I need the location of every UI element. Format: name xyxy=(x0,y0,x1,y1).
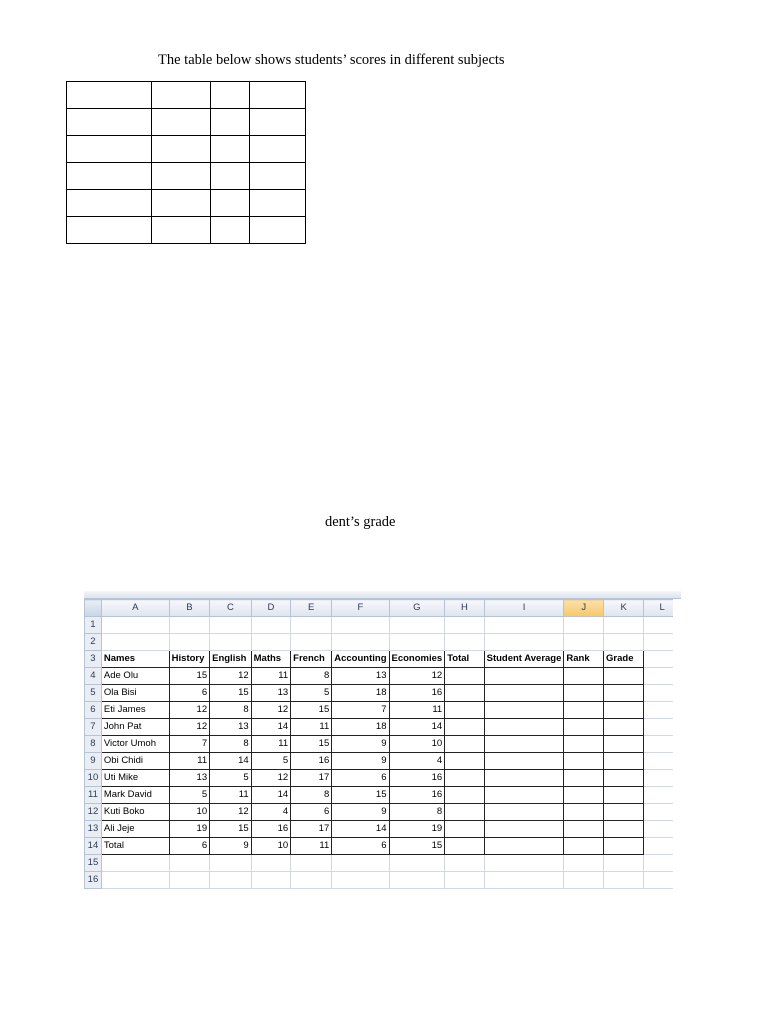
score-cell[interactable]: 8 xyxy=(210,702,252,719)
score-cell[interactable]: 9 xyxy=(332,804,389,821)
student-name-cell[interactable]: Uti Mike xyxy=(101,770,169,787)
score-cell[interactable]: 15 xyxy=(332,787,389,804)
score-cell[interactable]: 6 xyxy=(332,838,389,855)
row-header[interactable]: 1 xyxy=(85,617,102,634)
score-cell[interactable]: 13 xyxy=(251,685,291,702)
cell[interactable] xyxy=(564,872,604,889)
empty-cell[interactable] xyxy=(484,685,564,702)
cell[interactable] xyxy=(332,872,389,889)
empty-cell[interactable] xyxy=(604,685,644,702)
header-cell[interactable]: History xyxy=(169,651,209,668)
score-cell[interactable]: 16 xyxy=(389,770,445,787)
sheet-row xyxy=(85,804,681,821)
sheet-row xyxy=(85,651,681,668)
score-cell[interactable]: 13 xyxy=(210,719,252,736)
empty-cell[interactable] xyxy=(484,838,564,855)
cell[interactable] xyxy=(332,617,389,634)
row-header[interactable]: 12 xyxy=(85,804,102,821)
empty-cell[interactable] xyxy=(604,787,644,804)
header-cell[interactable]: Accounting xyxy=(332,651,389,668)
row-header[interactable]: 16 xyxy=(85,872,102,889)
score-cell[interactable]: 9 xyxy=(332,753,389,770)
score-cell[interactable]: 16 xyxy=(389,685,445,702)
empty-cell[interactable] xyxy=(564,838,604,855)
score-cell[interactable]: 14 xyxy=(389,719,445,736)
empty-cell[interactable] xyxy=(564,719,604,736)
score-cell[interactable]: 4 xyxy=(389,753,445,770)
cell[interactable] xyxy=(101,855,169,872)
cell[interactable] xyxy=(604,855,644,872)
row-header[interactable]: 6 xyxy=(85,702,102,719)
spreadsheet-screenshot xyxy=(84,591,681,890)
student-name-cell[interactable]: Obi Chidi xyxy=(101,753,169,770)
score-cell[interactable]: 11 xyxy=(251,668,291,685)
ribbon-edge xyxy=(84,591,681,599)
cell[interactable] xyxy=(251,872,291,889)
header-cell[interactable]: Total xyxy=(445,651,484,668)
cell[interactable] xyxy=(389,617,445,634)
empty-cell[interactable] xyxy=(445,736,484,753)
empty-cell[interactable] xyxy=(564,702,604,719)
cell[interactable] xyxy=(389,872,445,889)
empty-cell[interactable] xyxy=(604,668,644,685)
student-name-cell[interactable]: Ola Bisi xyxy=(101,685,169,702)
column-header-c[interactable]: C xyxy=(210,600,252,617)
sheet-row xyxy=(85,872,681,889)
header-cell[interactable]: Student Average xyxy=(484,651,564,668)
row-header[interactable]: 14 xyxy=(85,838,102,855)
row-header[interactable]: 13 xyxy=(85,821,102,838)
row-header[interactable]: 15 xyxy=(85,855,102,872)
cell[interactable] xyxy=(332,634,389,651)
score-cell[interactable]: 15 xyxy=(169,668,209,685)
empty-cell[interactable] xyxy=(484,821,564,838)
score-cell[interactable]: 17 xyxy=(291,821,332,838)
score-cell[interactable]: 13 xyxy=(169,770,209,787)
score-cell[interactable]: 6 xyxy=(169,838,209,855)
column-header-f[interactable]: F xyxy=(332,600,389,617)
column-header-g[interactable]: G xyxy=(389,600,445,617)
cell[interactable] xyxy=(291,872,332,889)
score-cell[interactable]: 16 xyxy=(291,753,332,770)
cell[interactable] xyxy=(484,634,564,651)
empty-cell[interactable] xyxy=(484,719,564,736)
score-cell[interactable]: 7 xyxy=(169,736,209,753)
score-cell[interactable]: 18 xyxy=(332,685,389,702)
header-cell[interactable]: Rank xyxy=(564,651,604,668)
cell[interactable] xyxy=(169,872,209,889)
score-cell[interactable]: 10 xyxy=(169,804,209,821)
cell[interactable] xyxy=(484,872,564,889)
student-name-cell[interactable]: Kuti Boko xyxy=(101,804,169,821)
score-cell[interactable]: 12 xyxy=(389,668,445,685)
empty-cell[interactable] xyxy=(604,719,644,736)
sheet-row xyxy=(85,753,681,770)
select-all-corner[interactable] xyxy=(85,600,102,617)
score-cell[interactable]: 12 xyxy=(251,770,291,787)
cell[interactable] xyxy=(291,617,332,634)
empty-cell[interactable] xyxy=(564,685,604,702)
cell[interactable] xyxy=(210,634,252,651)
cell[interactable] xyxy=(210,872,252,889)
score-cell[interactable]: 18 xyxy=(332,719,389,736)
row-header[interactable]: 9 xyxy=(85,753,102,770)
score-cell[interactable]: 12 xyxy=(210,804,252,821)
cell[interactable] xyxy=(604,634,644,651)
student-name-cell[interactable]: Ade Olu xyxy=(101,668,169,685)
cell[interactable] xyxy=(564,855,604,872)
empty-cell[interactable] xyxy=(484,736,564,753)
score-cell[interactable]: 15 xyxy=(210,685,252,702)
sheet-row xyxy=(85,838,681,855)
column-header-i[interactable]: I xyxy=(484,600,564,617)
cell[interactable] xyxy=(445,872,484,889)
score-cell[interactable]: 4 xyxy=(251,804,291,821)
student-name-cell[interactable]: Eti James xyxy=(101,702,169,719)
cell[interactable] xyxy=(251,617,291,634)
row-header[interactable]: 8 xyxy=(85,736,102,753)
score-cell[interactable]: 14 xyxy=(251,719,291,736)
sheet-row xyxy=(85,770,681,787)
sheet-row xyxy=(85,821,681,838)
cell[interactable] xyxy=(564,634,604,651)
score-cell[interactable]: 8 xyxy=(291,787,332,804)
cell[interactable] xyxy=(169,855,209,872)
score-cell[interactable]: 9 xyxy=(332,736,389,753)
score-cell[interactable]: 15 xyxy=(389,838,445,855)
student-name-cell[interactable]: John Pat xyxy=(101,719,169,736)
score-cell[interactable]: 12 xyxy=(169,719,209,736)
header-cell[interactable]: English xyxy=(210,651,252,668)
sheet-edge xyxy=(673,599,681,890)
cell[interactable] xyxy=(484,855,564,872)
score-cell[interactable]: 14 xyxy=(210,753,252,770)
empty-cell[interactable] xyxy=(484,753,564,770)
empty-cell[interactable] xyxy=(445,753,484,770)
empty-cell[interactable] xyxy=(564,736,604,753)
score-cell[interactable]: 11 xyxy=(389,702,445,719)
score-cell[interactable]: 10 xyxy=(251,838,291,855)
score-cell[interactable]: 5 xyxy=(291,685,332,702)
empty-cell[interactable] xyxy=(604,821,644,838)
empty-table xyxy=(66,81,306,244)
score-cell[interactable]: 11 xyxy=(210,787,252,804)
empty-cell[interactable] xyxy=(564,787,604,804)
cell[interactable] xyxy=(484,617,564,634)
empty-cell[interactable] xyxy=(445,685,484,702)
cell[interactable] xyxy=(101,617,169,634)
score-cell[interactable]: 19 xyxy=(169,821,209,838)
sheet-row xyxy=(85,668,681,685)
cell[interactable] xyxy=(169,634,209,651)
cell[interactable] xyxy=(445,855,484,872)
score-cell[interactable]: 16 xyxy=(251,821,291,838)
score-cell[interactable]: 6 xyxy=(332,770,389,787)
cell[interactable] xyxy=(251,855,291,872)
empty-cell[interactable] xyxy=(564,770,604,787)
score-cell[interactable]: 13 xyxy=(332,668,389,685)
score-cell[interactable]: 9 xyxy=(210,838,252,855)
header-cell[interactable]: Grade xyxy=(604,651,644,668)
empty-cell[interactable] xyxy=(484,702,564,719)
score-cell[interactable]: 8 xyxy=(210,736,252,753)
cell[interactable] xyxy=(101,634,169,651)
cell[interactable] xyxy=(210,855,252,872)
score-cell[interactable]: 8 xyxy=(389,804,445,821)
sheet-row xyxy=(85,702,681,719)
score-cell[interactable]: 12 xyxy=(251,702,291,719)
row-header[interactable]: 10 xyxy=(85,770,102,787)
score-cell[interactable]: 5 xyxy=(251,753,291,770)
student-name-cell[interactable]: Victor Umoh xyxy=(101,736,169,753)
column-header-h[interactable]: H xyxy=(445,600,484,617)
empty-cell[interactable] xyxy=(445,719,484,736)
empty-cell[interactable] xyxy=(445,787,484,804)
cell[interactable] xyxy=(564,617,604,634)
row-header[interactable]: 3 xyxy=(85,651,102,668)
cell[interactable] xyxy=(332,855,389,872)
empty-cell[interactable] xyxy=(445,702,484,719)
sheet-row xyxy=(85,617,681,634)
row-header[interactable]: 11 xyxy=(85,787,102,804)
score-cell[interactable]: 5 xyxy=(169,787,209,804)
score-cell[interactable]: 10 xyxy=(389,736,445,753)
header-cell[interactable]: Economies xyxy=(389,651,445,668)
empty-cell[interactable] xyxy=(564,804,604,821)
cell[interactable] xyxy=(210,617,252,634)
score-cell[interactable]: 15 xyxy=(210,821,252,838)
score-cell[interactable]: 17 xyxy=(291,770,332,787)
cell[interactable] xyxy=(445,617,484,634)
score-cell[interactable]: 16 xyxy=(389,787,445,804)
score-cell[interactable]: 15 xyxy=(291,736,332,753)
sheet-row xyxy=(85,719,681,736)
student-name-cell[interactable]: Mark David xyxy=(101,787,169,804)
header-cell[interactable]: French xyxy=(291,651,332,668)
column-header-d[interactable]: D xyxy=(251,600,291,617)
sheet-row xyxy=(85,787,681,804)
empty-cell[interactable] xyxy=(604,736,644,753)
score-cell[interactable]: 15 xyxy=(291,702,332,719)
empty-cell[interactable] xyxy=(484,668,564,685)
empty-cell[interactable] xyxy=(604,770,644,787)
empty-cell[interactable] xyxy=(604,753,644,770)
student-name-cell[interactable]: Ali Jeje xyxy=(101,821,169,838)
header-cell[interactable]: Names xyxy=(101,651,169,668)
column-header-k[interactable]: K xyxy=(604,600,644,617)
empty-cell[interactable] xyxy=(564,821,604,838)
cell[interactable] xyxy=(251,634,291,651)
column-header-b[interactable]: B xyxy=(169,600,209,617)
column-header-j[interactable]: J xyxy=(564,600,604,617)
cell[interactable] xyxy=(389,855,445,872)
student-name-cell[interactable]: Total xyxy=(101,838,169,855)
empty-cell[interactable] xyxy=(604,804,644,821)
row-header[interactable]: 4 xyxy=(85,668,102,685)
score-cell[interactable]: 7 xyxy=(332,702,389,719)
score-cell[interactable]: 12 xyxy=(210,668,252,685)
sheet-row xyxy=(85,685,681,702)
cell[interactable] xyxy=(291,855,332,872)
empty-cell[interactable] xyxy=(484,770,564,787)
cell[interactable] xyxy=(169,617,209,634)
row-header[interactable]: 7 xyxy=(85,719,102,736)
score-cell[interactable]: 19 xyxy=(389,821,445,838)
row-header[interactable]: 2 xyxy=(85,634,102,651)
score-cell[interactable]: 6 xyxy=(291,804,332,821)
grade-caption: dent’s grade xyxy=(325,514,396,530)
empty-cell[interactable] xyxy=(564,668,604,685)
cell[interactable] xyxy=(604,872,644,889)
empty-cell[interactable] xyxy=(445,770,484,787)
score-cell[interactable]: 8 xyxy=(291,668,332,685)
score-cell[interactable]: 6 xyxy=(169,685,209,702)
spreadsheet-grid xyxy=(84,599,681,889)
score-cell[interactable]: 11 xyxy=(291,719,332,736)
cell[interactable] xyxy=(389,634,445,651)
score-cell[interactable]: 11 xyxy=(291,838,332,855)
empty-cell[interactable] xyxy=(445,838,484,855)
column-header-e[interactable]: E xyxy=(291,600,332,617)
column-header-l[interactable]: L xyxy=(644,600,681,617)
score-cell[interactable]: 14 xyxy=(251,787,291,804)
row-header[interactable]: 5 xyxy=(85,685,102,702)
empty-cell[interactable] xyxy=(484,787,564,804)
score-cell[interactable]: 5 xyxy=(210,770,252,787)
empty-cell[interactable] xyxy=(604,838,644,855)
score-cell[interactable]: 14 xyxy=(332,821,389,838)
cell[interactable] xyxy=(101,872,169,889)
header-cell[interactable]: Maths xyxy=(251,651,291,668)
empty-cell[interactable] xyxy=(484,804,564,821)
empty-cell[interactable] xyxy=(564,753,604,770)
empty-cell[interactable] xyxy=(445,821,484,838)
score-cell[interactable]: 11 xyxy=(251,736,291,753)
column-header-a[interactable]: A xyxy=(101,600,169,617)
sheet-row xyxy=(85,736,681,753)
empty-cell[interactable] xyxy=(445,804,484,821)
cell[interactable] xyxy=(445,634,484,651)
score-cell[interactable]: 12 xyxy=(169,702,209,719)
empty-cell[interactable] xyxy=(604,702,644,719)
empty-cell[interactable] xyxy=(445,668,484,685)
cell[interactable] xyxy=(604,617,644,634)
sheet-row xyxy=(85,634,681,651)
page-heading: The table below shows students’ scores in different subjects xyxy=(158,52,505,68)
cell[interactable] xyxy=(291,634,332,651)
score-cell[interactable]: 11 xyxy=(169,753,209,770)
sheet-row xyxy=(85,855,681,872)
